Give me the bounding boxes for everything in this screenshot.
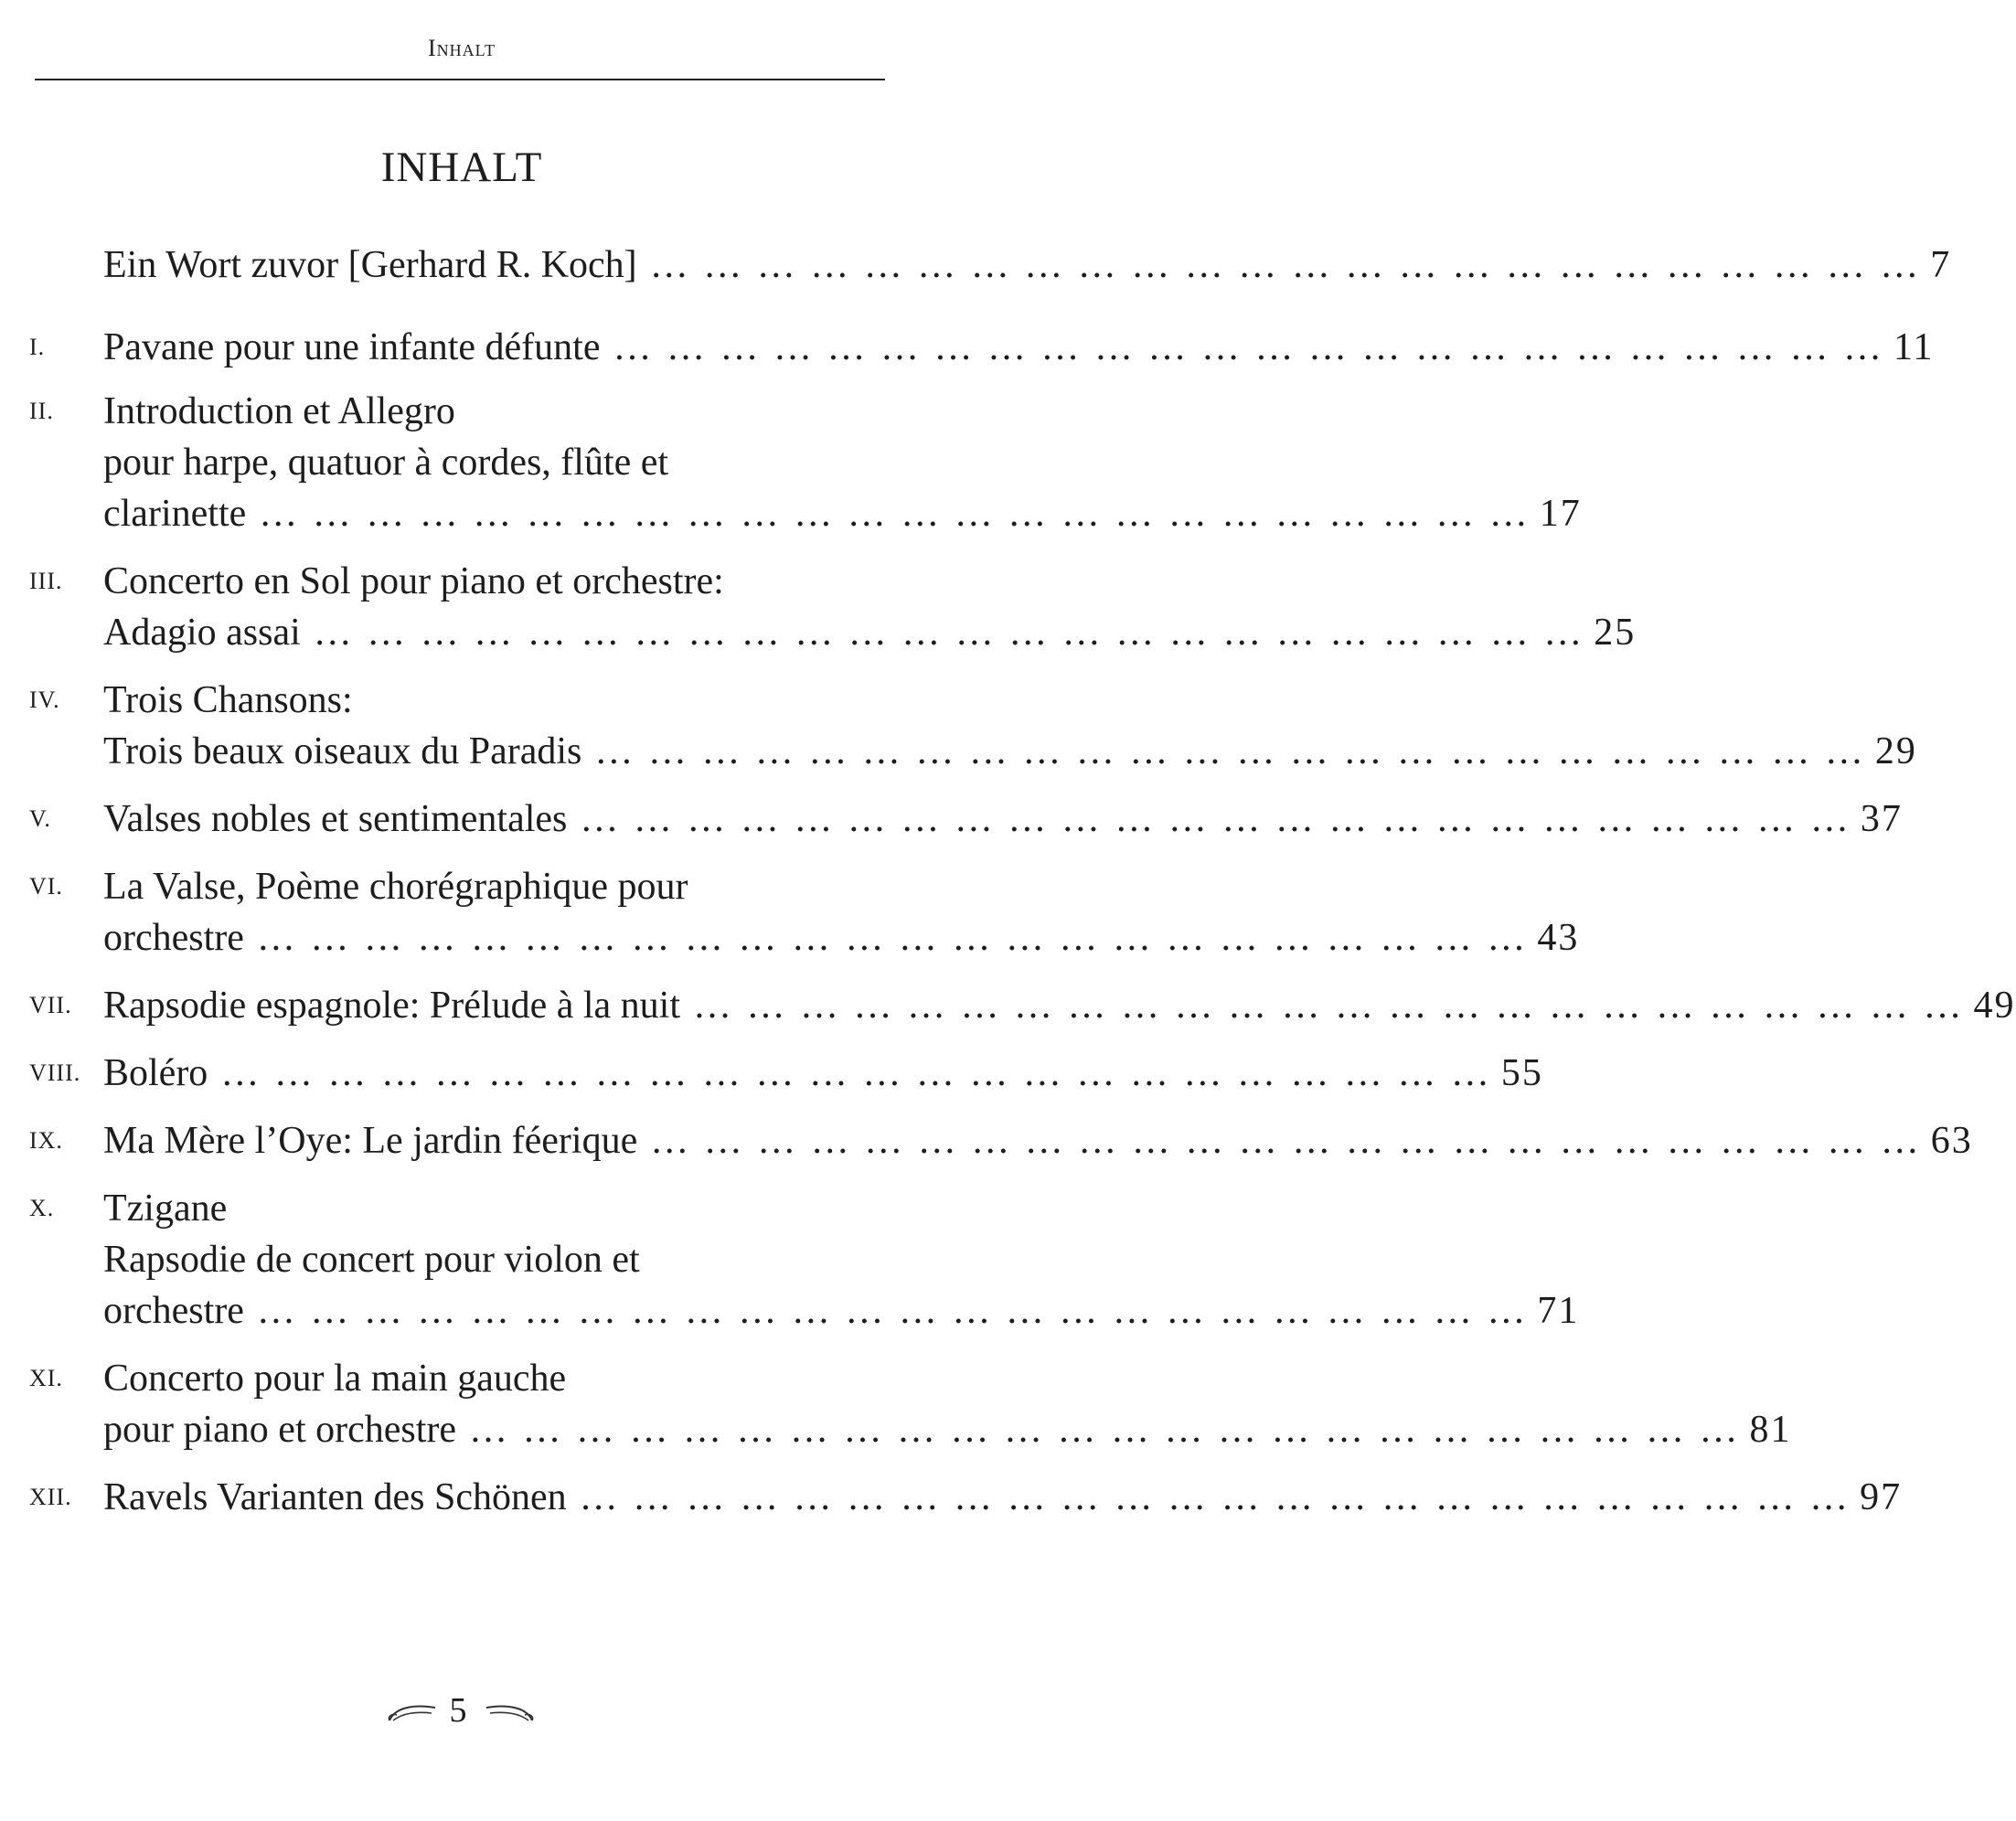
toc-entry-final-line	[103, 980, 2016, 1031]
page-footer	[0, 1689, 981, 1735]
toc-entry-final-line	[103, 1404, 1792, 1455]
toc-entry-numeral: IX.	[29, 1127, 63, 1154]
toc-entry	[0, 322, 1935, 373]
toc-entry	[0, 861, 1580, 964]
dot-leader: … … … … … … … … … … … … … … … … … … … … … … … …	[220, 1052, 1492, 1094]
toc-entry	[0, 1048, 1543, 1099]
toc-entry-final-line	[103, 726, 1917, 777]
toc-entry-numeral: I.	[29, 334, 46, 360]
dot-leader: … … … … … … … … … … … … … … … … … … … … … … … …	[580, 798, 1851, 840]
toc-entry	[0, 240, 1952, 291]
toc-entry	[0, 1472, 1903, 1523]
toc-entry-final-line	[103, 607, 1637, 658]
toc-entry-body	[103, 1183, 1580, 1336]
toc-entry-page-number: 43	[1537, 917, 1580, 959]
dot-leader: … … … … … … … … … … … … … … … … … … … … … … … …	[613, 326, 1884, 368]
toc-entry-title-line: Concerto pour la main gauche	[103, 1358, 567, 1400]
toc-entry-numeral: IV.	[29, 687, 60, 713]
toc-entry	[0, 1115, 1973, 1166]
toc-entry-final-line	[103, 912, 1580, 964]
toc-entry-body	[103, 675, 1917, 777]
toc-entry-numeral: V.	[29, 805, 51, 832]
dot-leader: … … … … … … … … … … … … … … … … … … … … … … … …	[693, 985, 1965, 1027]
dot-leader: … … … … … … … … … … … … … … … … … … … … … … … …	[594, 730, 1866, 772]
toc-entry-body	[103, 1048, 1543, 1099]
toc-entry-title-line: Trois Chansons:	[103, 679, 353, 721]
toc-entry-title-line: Tzigane	[103, 1187, 228, 1230]
toc-entry-title-line: La Valse, Poème chorégraphique pour	[103, 866, 688, 908]
toc-entry	[0, 675, 1917, 777]
toc-entry-title-line: orchestre	[103, 917, 244, 959]
dot-leader: … … … … … … … … … … … … … … … … … … … … … … … …	[469, 1409, 1741, 1451]
toc-entry	[0, 793, 1903, 845]
toc-entry-title-line: clarinette	[103, 493, 247, 535]
table-of-contents	[0, 240, 2016, 1523]
toc-entry-page-number: 11	[1893, 326, 1935, 368]
swash-ornament-right-icon	[483, 1699, 536, 1730]
toc-entry-final-line	[103, 793, 1903, 845]
toc-entry-body	[103, 793, 1903, 845]
toc-entry-body	[103, 861, 1580, 964]
toc-entry-page-number: 71	[1537, 1290, 1580, 1332]
toc-entry-final-line	[103, 1285, 1580, 1336]
dot-leader: … … … … … … … … … … … … … … … … … … … … … … … …	[579, 1476, 1851, 1518]
toc-entry-title-line: pour harpe, quatuor à cordes, flûte et	[103, 442, 669, 484]
toc-entry-page-number: 25	[1594, 612, 1637, 654]
toc-entry-body	[103, 1472, 1903, 1523]
toc-entry-title-line: Ma Mère l’Oye: Le jardin féerique	[103, 1120, 638, 1162]
toc-entry-numeral: VIII.	[29, 1060, 81, 1086]
toc-entry	[0, 386, 1582, 539]
toc-entry-final-line	[103, 240, 1952, 291]
toc-entry-page-number: 55	[1500, 1052, 1543, 1094]
toc-entry-body	[103, 1353, 1792, 1455]
toc-entry-numeral: VI.	[29, 873, 63, 900]
toc-entry	[0, 1183, 1580, 1336]
toc-entry-final-line	[103, 1115, 1973, 1166]
toc-entry-numeral: III.	[29, 568, 63, 594]
toc-entry-title-line: Boléro	[103, 1052, 208, 1094]
toc-entry-page-number: 29	[1874, 730, 1917, 772]
toc-entry-numeral: XI.	[29, 1365, 63, 1391]
toc-entry-title-line: Introduction et Allegro	[103, 390, 455, 432]
toc-entry-title-line: Ravels Varianten des Schönen	[103, 1476, 567, 1518]
page-number: 5	[449, 1691, 467, 1730]
toc-entry-body	[103, 386, 1582, 539]
header-rule	[35, 79, 885, 80]
toc-entry-title-line: Ein Wort zuvor [Gerhard R. Koch]	[103, 244, 637, 286]
toc-entry-numeral: VII.	[29, 992, 72, 1018]
running-head: Inhalt	[428, 35, 496, 61]
toc-entry-title-line: orchestre	[103, 1290, 244, 1332]
toc-entry	[0, 556, 1637, 658]
toc-entry-page-number: 81	[1749, 1409, 1792, 1451]
toc-entry-numeral: II.	[29, 398, 54, 424]
toc-entry-body	[103, 240, 1952, 291]
toc-entry-body	[103, 980, 2016, 1031]
toc-entry-body	[103, 322, 1935, 373]
toc-entry-body	[103, 1115, 1973, 1166]
toc-entry-numeral: XII.	[29, 1484, 72, 1510]
dot-leader: … … … … … … … … … … … … … … … … … … … … … … … …	[313, 612, 1585, 654]
toc-entry-final-line	[103, 1472, 1903, 1523]
toc-entry-title-line: Concerto en Sol pour piano et orchestre:	[103, 560, 724, 602]
toc-entry-page-number: 63	[1930, 1120, 1973, 1162]
dot-leader: … … … … … … … … … … … … … … … … … … … … … … … …	[650, 1120, 1922, 1162]
swash-ornament-left-icon	[386, 1699, 439, 1730]
toc-entry-page-number: 49	[1973, 985, 2016, 1027]
toc-entry-page-number: 97	[1860, 1476, 1903, 1518]
toc-entry-body	[103, 556, 1637, 658]
toc-entry-title-line: Trois beaux oiseaux du Paradis	[103, 730, 582, 772]
toc-entry-title-line: Adagio assai	[103, 612, 301, 654]
toc-entry	[0, 1353, 1792, 1455]
toc-entry-numeral: X.	[29, 1195, 55, 1221]
toc-entry-title-line: Pavane pour une infante défunte	[103, 326, 601, 368]
toc-entry-title-line: pour piano et orchestre	[103, 1409, 457, 1451]
toc-entry-page-number: 37	[1860, 798, 1903, 840]
toc-entry-title-line: Valses nobles et sentimentales	[103, 798, 568, 840]
dot-leader: … … … … … … … … … … … … … … … … … … … … … … … …	[256, 917, 1529, 959]
toc-entry-title-line: Rapsodie de concert pour violon et	[103, 1239, 640, 1281]
toc-entry-final-line	[103, 1048, 1543, 1099]
toc-entry-final-line	[103, 488, 1582, 539]
toc-entry-title-line: Rapsodie espagnole: Prélude à la nuit	[103, 985, 681, 1027]
dot-leader: … … … … … … … … … … … … … … … … … … … … … … … …	[649, 244, 1922, 286]
dot-leader: … … … … … … … … … … … … … … … … … … … … … … … …	[256, 1290, 1529, 1332]
toc-entry-page-number: 7	[1930, 244, 1952, 286]
dot-leader: … … … … … … … … … … … … … … … … … … … … … … … …	[259, 493, 1531, 535]
toc-entry	[0, 980, 2016, 1031]
page-title: INHALT	[380, 144, 543, 191]
toc-entry-page-number: 17	[1539, 493, 1582, 535]
toc-entry-final-line	[103, 322, 1935, 373]
